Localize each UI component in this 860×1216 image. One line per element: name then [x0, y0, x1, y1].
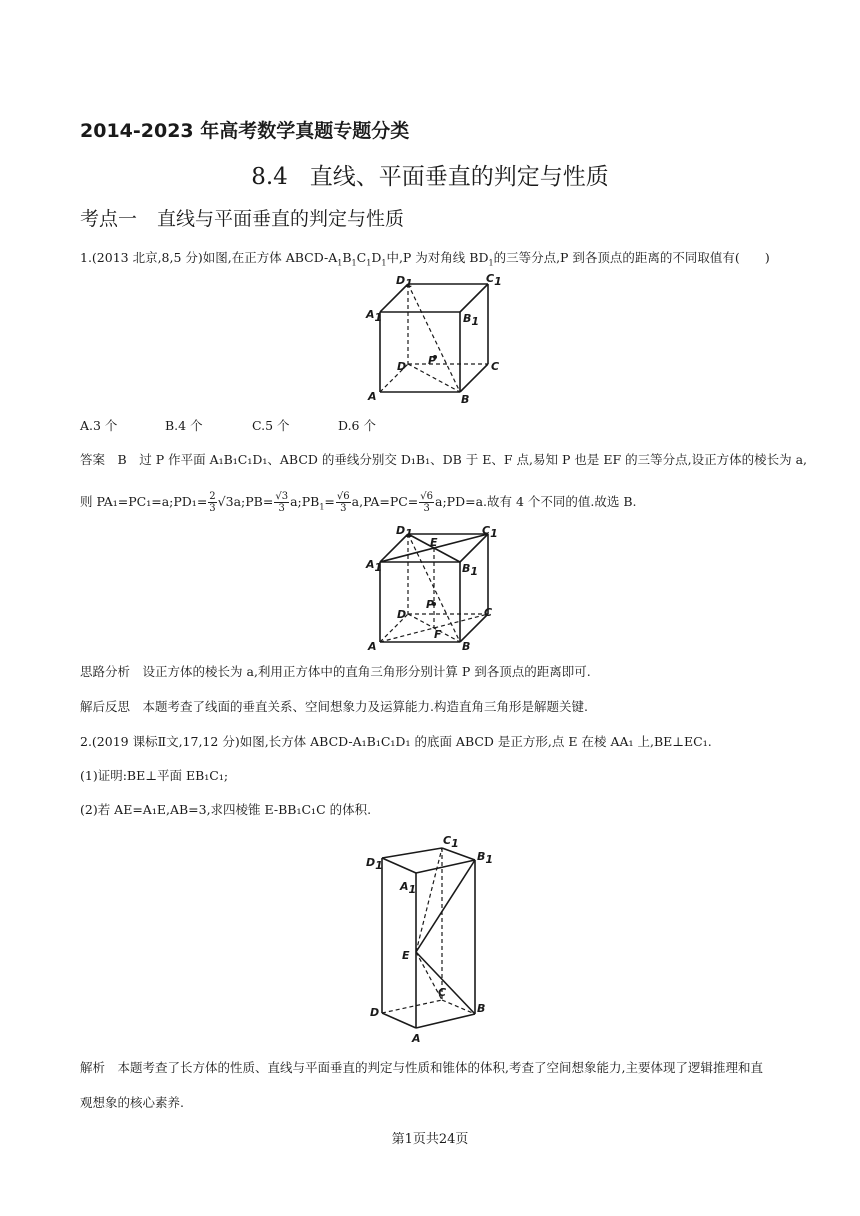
q2-stem: 2.(2019 课标Ⅱ文,17,12 分)如图,长方体 ABCD-A₁B₁C₁D₁ 的底面 ABCD 是正方形,点 E 在棱 AA₁ 上,BE⊥EC₁. — [80, 734, 712, 749]
q1-stem: 1.(2013 北京,8,5 分)如图,在正方体 ABCD-$A_1B_1C_1D_1$中,P 为对角线 $BD_1$的三等分点,P 到各顶点的距离的不同取值有( ) — [80, 250, 770, 268]
q1-answer-line2: 则 PA₁=PC₁=a;PD₁= $\frac{2}{3}$ √3a;PB= $\frac{√3}{3}$ $a;PB_1=$ $\frac{√6}{3}$ a,PA=PC= $\frac{√6}{3}$ a;PD=a.故有 4 个不同的值.故选 B. — [80, 491, 637, 514]
svg-text:B1: B1 — [462, 562, 479, 578]
q2-analysis-line2: 观想象的核心素养. — [80, 1095, 184, 1110]
q1-option-c: C.5 个 — [252, 418, 290, 433]
svg-text:C: C — [491, 360, 500, 373]
svg-text:D1: D1 — [366, 856, 383, 872]
svg-text:E: E — [430, 536, 438, 549]
svg-text:A: A — [368, 390, 377, 403]
svg-text:D: D — [397, 608, 407, 621]
svg-text:C1: C1 — [482, 524, 498, 540]
svg-text:A: A — [368, 640, 377, 653]
section-label: 考点一 — [80, 208, 138, 230]
prism-figure — [360, 828, 510, 1044]
svg-text:A1: A1 — [400, 880, 417, 896]
svg-text:D1: D1 — [396, 274, 413, 290]
svg-text:B1: B1 — [463, 312, 480, 328]
cube-figure-2 — [360, 522, 510, 658]
chapter-number: 8.4 — [251, 164, 288, 190]
svg-text:P: P — [426, 598, 435, 611]
series-title: 2014-2023 年高考数学真题专题分类 — [80, 120, 410, 142]
chapter-name: 直线、平面垂直的判定与性质 — [309, 164, 609, 190]
svg-text:B: B — [462, 640, 471, 653]
chapter-title — [0, 158, 860, 191]
q2-analysis-line1: 解析 本题考查了长方体的性质、直线与平面垂直的判定与性质和锥体的体积,考查了空间想象能力,主要体现了逻辑推理和直 — [80, 1060, 763, 1075]
q2-part1: (1)证明:BE⊥平面 EB₁C₁; — [80, 768, 229, 783]
svg-text:P: P — [428, 354, 437, 367]
svg-text:D1: D1 — [396, 524, 413, 540]
svg-text:A1: A1 — [366, 558, 383, 574]
svg-text:B: B — [477, 1002, 486, 1015]
svg-text:B1: B1 — [477, 850, 494, 866]
section-title: 直线与平面垂直的判定与性质 — [157, 208, 405, 230]
svg-text:B: B — [461, 393, 470, 406]
svg-text:A: A — [412, 1032, 421, 1044]
svg-text:D: D — [370, 1006, 380, 1019]
svg-text:C: C — [438, 986, 447, 999]
section-heading — [80, 204, 404, 231]
q1-option-a: A.3 个 — [80, 418, 118, 433]
q1-reflection: 解后反思 本题考查了线面的垂直关系、空间想象力及运算能力.构造直角三角形是解题关键. — [80, 699, 588, 714]
svg-text:E: E — [402, 949, 410, 962]
q1-option-b: B.4 个 — [165, 418, 203, 433]
q1-option-d: D.6 个 — [338, 418, 376, 433]
svg-text:F: F — [434, 628, 442, 641]
q2-part2: (2)若 AE=A₁E,AB=3,求四棱锥 E-BB₁C₁C 的体积. — [80, 802, 372, 817]
svg-text:A1: A1 — [366, 308, 383, 324]
q1-answer: 答案 B 过 P 作平面 A₁B₁C₁D₁、ABCD 的垂线分别交 D₁B₁、DB 于 E、F 点,易知 P 也是 EF 的三等分点,设正方体的棱长为 a, — [80, 452, 807, 467]
cube-figure-1 — [360, 272, 510, 408]
svg-text:C1: C1 — [443, 834, 459, 850]
svg-text:C: C — [484, 606, 493, 619]
svg-text:D: D — [397, 360, 407, 373]
page-number: 第1页共24页 — [391, 1132, 469, 1147]
svg-text:C1: C1 — [486, 272, 502, 288]
q1-analysis: 思路分析 设正方体的棱长为 a,利用正方体中的直角三角形分别计算 P 到各顶点的距离即可. — [80, 664, 591, 679]
